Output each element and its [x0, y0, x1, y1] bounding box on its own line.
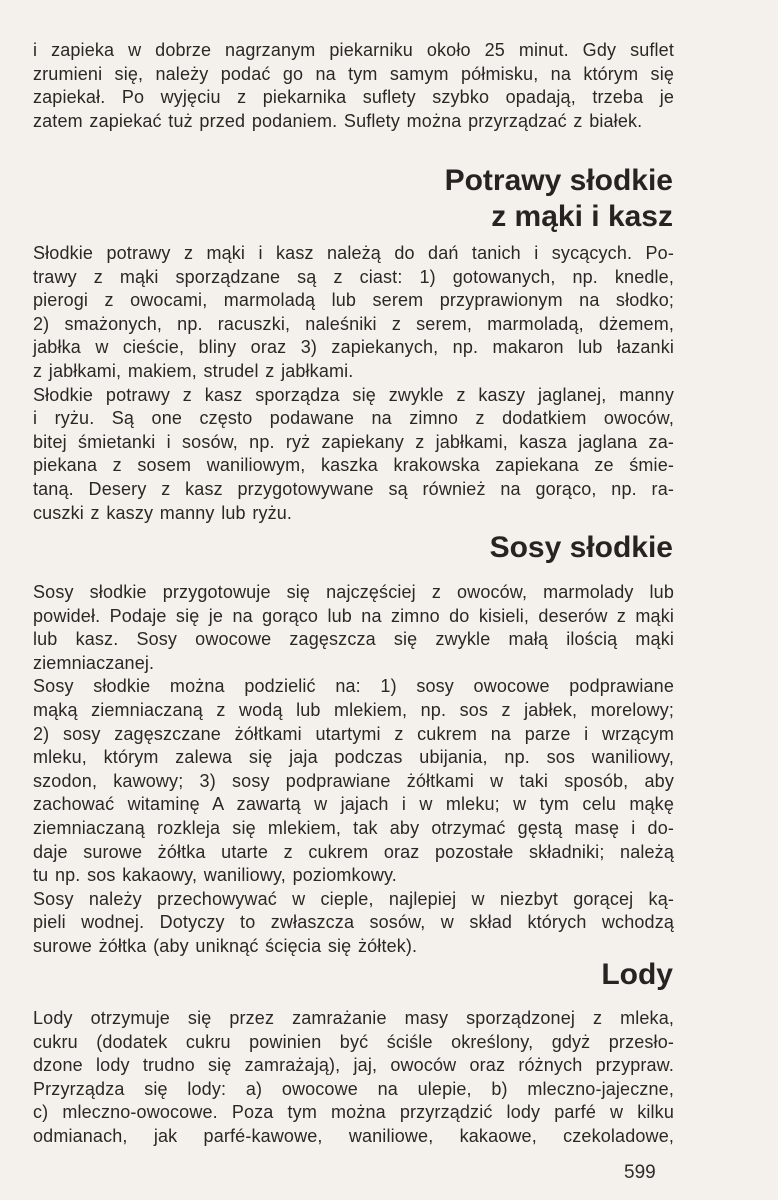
text-line: Lody otrzymuje się przez zamrażanie masy sporządzonej z mleka,	[33, 1008, 674, 1028]
text-line: dzone lody trudno się zamrażają), jaj, owoców oraz różnych przypraw.	[33, 1055, 674, 1076]
text-line: mąką ziemniaczaną z wodą lub mlekiem, np. sos z jabłek, morelowy;	[33, 699, 674, 720]
text-line: Sosy słodkie przygotowuje się najczęściej z owoców, marmolady lub	[33, 582, 674, 602]
text-line: 2) smażonych, np. racuszki, naleśniki z serem, marmoladą, dżemem,	[33, 313, 674, 334]
text-line: 2) sosy zagęszczane żółtkami utartymi z cukrem na parze i wrzącym	[33, 723, 674, 744]
heading-line: Potrawy słodkie	[444, 164, 673, 197]
text-line: tu np. sos kakaowy, waniliowy, poziomkowy.	[33, 865, 397, 886]
text-line: zachować witaminę A zawartą w jajach i w mleku; w tym celu mąkę	[33, 794, 674, 815]
text-line: Słodkie potrawy z mąki i kasz należą do dań tanich i sycących. Po-	[33, 243, 674, 263]
heading-ice-cream	[601, 957, 673, 993]
ice-cream-paragraph	[33, 1007, 674, 1149]
text-line: pierogi z owocami, marmoladą lub serem przyprawionym na słodko;	[33, 290, 674, 311]
text-line: bitej śmietanki i sosów, np. ryż zapiekany z jabłkami, kasza jaglana za-	[33, 431, 674, 452]
text-line: i ryżu. Są one często podawane na zimno z dodatkiem owoców,	[33, 408, 674, 429]
sauces-paragraph	[33, 581, 674, 959]
text-line: Słodkie potrawy z kasz sporządza się zwykle z kaszy jaglanej, manny	[33, 384, 674, 405]
text-line: z jabłkami, makiem, strudel z jabłkami.	[33, 360, 354, 381]
text-line: cuszki z kaszy manny lub ryżu.	[33, 502, 293, 523]
text-line: surowe żółtka (aby uniknąć ścięcia się żółtek).	[33, 935, 418, 956]
text-line: daje surowe żółtka utarte z cukrem oraz pozostałe składniki; należą	[33, 841, 674, 862]
text-line: trawy z mąki sporządzane są z ciast: 1) gotowanych, np. knedle,	[33, 266, 674, 287]
text-line: zatem zapiekać tuż przed podaniem. Suflety można przyrządzać z białek.	[33, 110, 643, 131]
text-line: odmianach, jak parfé-kawowe, waniliowe, kakaowe, czekoladowe,	[33, 1125, 674, 1146]
text-line: piekana z sosem waniliowym, kaszka krakowska zapiekana ze śmie-	[33, 455, 674, 476]
text-line: powideł. Podaje się je na gorąco lub na zimno do kisieli, deserów z mąki	[33, 605, 674, 626]
text-line: pieli wodnej. Dotyczy to zwłaszcza sosów, w skład których wchodzą	[33, 912, 674, 933]
text-line: szodon, kawowy; 3) sosy podprawiane żółtkami w taki sposób, aby	[33, 770, 674, 791]
sweet-dishes-paragraph	[33, 242, 674, 525]
text-line: c) mleczno-owocowe. Poza tym można przyrządzić lody parfé w kilku	[33, 1102, 674, 1123]
text-line: Przyrządza się lody: a) owocowe na ulepie, b) mleczno-jajeczne,	[33, 1078, 674, 1099]
intro-paragraph	[33, 39, 674, 133]
text-line: Sosy słodkie można podzielić na: 1) sosy owocowe podprawiane	[33, 676, 674, 697]
text-line: mleku, którym zalewa się jaja podczas ubijania, np. sos waniliowy,	[33, 747, 674, 768]
text-line: ziemniaczanej.	[33, 652, 155, 673]
heading-sweet-dishes	[445, 163, 673, 235]
page-number: 599	[624, 1162, 656, 1183]
heading-line: z mąki i kasz	[491, 200, 673, 233]
text-line: taną. Desery z kasz przygotowywane są również na gorąco, np. ra-	[33, 478, 674, 499]
heading-line: Sosy słodkie	[489, 531, 673, 564]
text-line: i zapieka w dobrze nagrzanym piekarniku około 25 minut. Gdy suflet	[33, 40, 674, 60]
text-line: ziemniaczaną rozkleja się mlekiem, tak aby otrzymać gęstą masę i do-	[33, 817, 674, 838]
text-line: zapiekał. Po wyjęciu z piekarnika suflety szybko opadają, trzeba je	[33, 87, 674, 108]
heading-sweet-sauces	[490, 530, 673, 566]
heading-line: Lody	[601, 958, 673, 991]
text-line: jabłka w cieście, bliny oraz 3) zapiekanych, np. makaron lub łazanki	[33, 337, 674, 358]
text-line: cukru (dodatek cukru powinien być ściśle określony, gdyż przesło-	[33, 1031, 674, 1052]
text-line: Sosy należy przechowywać w cieple, najlepiej w niezbyt gorącej ką-	[33, 888, 674, 909]
text-line: zrumieni się, należy podać go na tym samym półmisku, na którym się	[33, 63, 674, 84]
text-line: lub kasz. Sosy owocowe zagęszcza się zwykle małą ilością mąki	[33, 629, 674, 650]
